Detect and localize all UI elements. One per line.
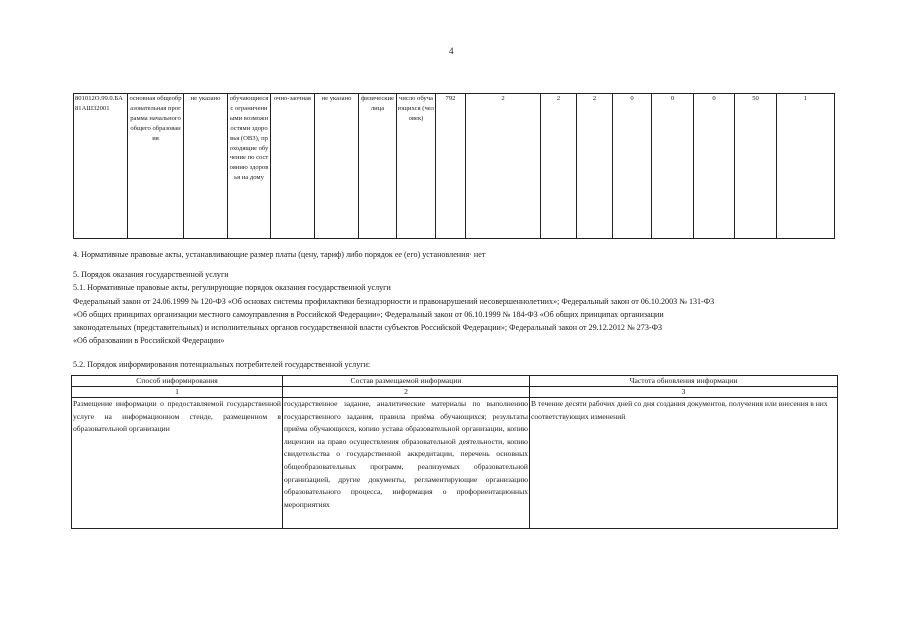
table-header-row — [72, 376, 838, 387]
value-cell: 50 — [735, 94, 777, 239]
column-number: 2 — [283, 387, 530, 398]
column-header: Частота обновления информации — [530, 376, 838, 387]
column-number: 3 — [530, 387, 838, 398]
column-number-row — [72, 387, 838, 398]
section-51-title: 5.1. Нормативные правовые акты, регулирующие порядок оказания государственной услуги — [73, 283, 391, 293]
section-51-line: законодательных (представительных) и исполнительных органов государственной власти субъектов Российской Федерации»; Федеральный закон от 29.12.2012 № 273-ФЗ — [73, 323, 663, 333]
table-row — [72, 398, 838, 529]
section-52-title: 5.2. Порядок информирования потенциальных потребителей государственной услуги: — [73, 360, 371, 369]
value-cell: 2 — [577, 94, 613, 239]
section-51-line: Федеральный закон от 24.06.1999 № 120-ФЗ «Об основах системы профилактики безнадзорности и правонарушений несовершеннолетних»; Федеральный закон от 06.10.2003 № 131-ФЗ — [73, 296, 715, 306]
column-header: Способ информирования — [72, 376, 283, 387]
table-cell: не указано — [184, 94, 228, 239]
value-cell: 2 — [541, 94, 577, 239]
value-cell: 1 — [777, 94, 835, 239]
consumers-cell: физические лица — [359, 94, 397, 239]
section-51-line: «Об общих принципах организации местного самоуправления в Российской Федерации»; Федеральный закон от 06.10.1999 № 184-ФЗ «Об общих принципах организации — [73, 309, 664, 319]
category-cell: обучающиеся с ограниченными возможностями здоровья (ОВЗ), проходящие обучение по состоянию здоровья на дому — [228, 94, 271, 239]
section-4-text: 4. Нормативные правовые акты, устанавливающие размер платы (цену, тариф) либо порядок ее (его) установления· нет — [73, 250, 486, 259]
information-table — [71, 375, 838, 529]
column-header: Состав размещаемой информации — [283, 376, 530, 387]
value-cell: 0 — [652, 94, 694, 239]
registry-number-cell: 801012О.99.0.БА81АШ32001 — [74, 94, 128, 239]
content-cell: государственное задание, аналитические материалы по выполнению государственного задания, правила приёма обучающихся; результаты приёма обучающихся, копию устава образовательной организации, копию лицензии на право осуществления образовательной деятельности, копию свидетельства о государственной аккредитации, перечень основных общеобразовательных программ, реализуемых образовательной организацией, другие документы, регламентирующие организацию образовательного процесса, информация о профориентационных мероприятиях — [283, 398, 530, 529]
column-number: 1 — [72, 387, 283, 398]
form-cell: очно-заочная — [271, 94, 315, 239]
frequency-cell: В течение десяти рабочих дней со дня создания документов, получения или внесения в них соответствующих изменений — [530, 398, 838, 529]
table-cell: не указано — [315, 94, 359, 239]
section-5 — [73, 268, 714, 348]
value-cell: 0 — [613, 94, 652, 239]
method-cell: Размещение информации о предоставляемой государственной услуге на информационном стенде, размещенном в образовательной организации — [72, 398, 283, 529]
value-cell: 2 — [466, 94, 541, 239]
section-51-line: «Об образовании в Российской Федерации» — [73, 336, 225, 346]
program-cell: основная общеобразовательная программа начального общего образования — [128, 94, 184, 239]
page-number: 4 — [449, 46, 454, 56]
section-5-title: 5. Порядок оказания государственной услуги — [73, 270, 229, 279]
value-cell: 0 — [694, 94, 735, 239]
service-indicators-table — [73, 93, 835, 239]
unit-code-cell: 792 — [436, 94, 466, 239]
indicator-cell: число обучающихся (человек) — [397, 94, 436, 239]
table-row — [74, 94, 835, 239]
